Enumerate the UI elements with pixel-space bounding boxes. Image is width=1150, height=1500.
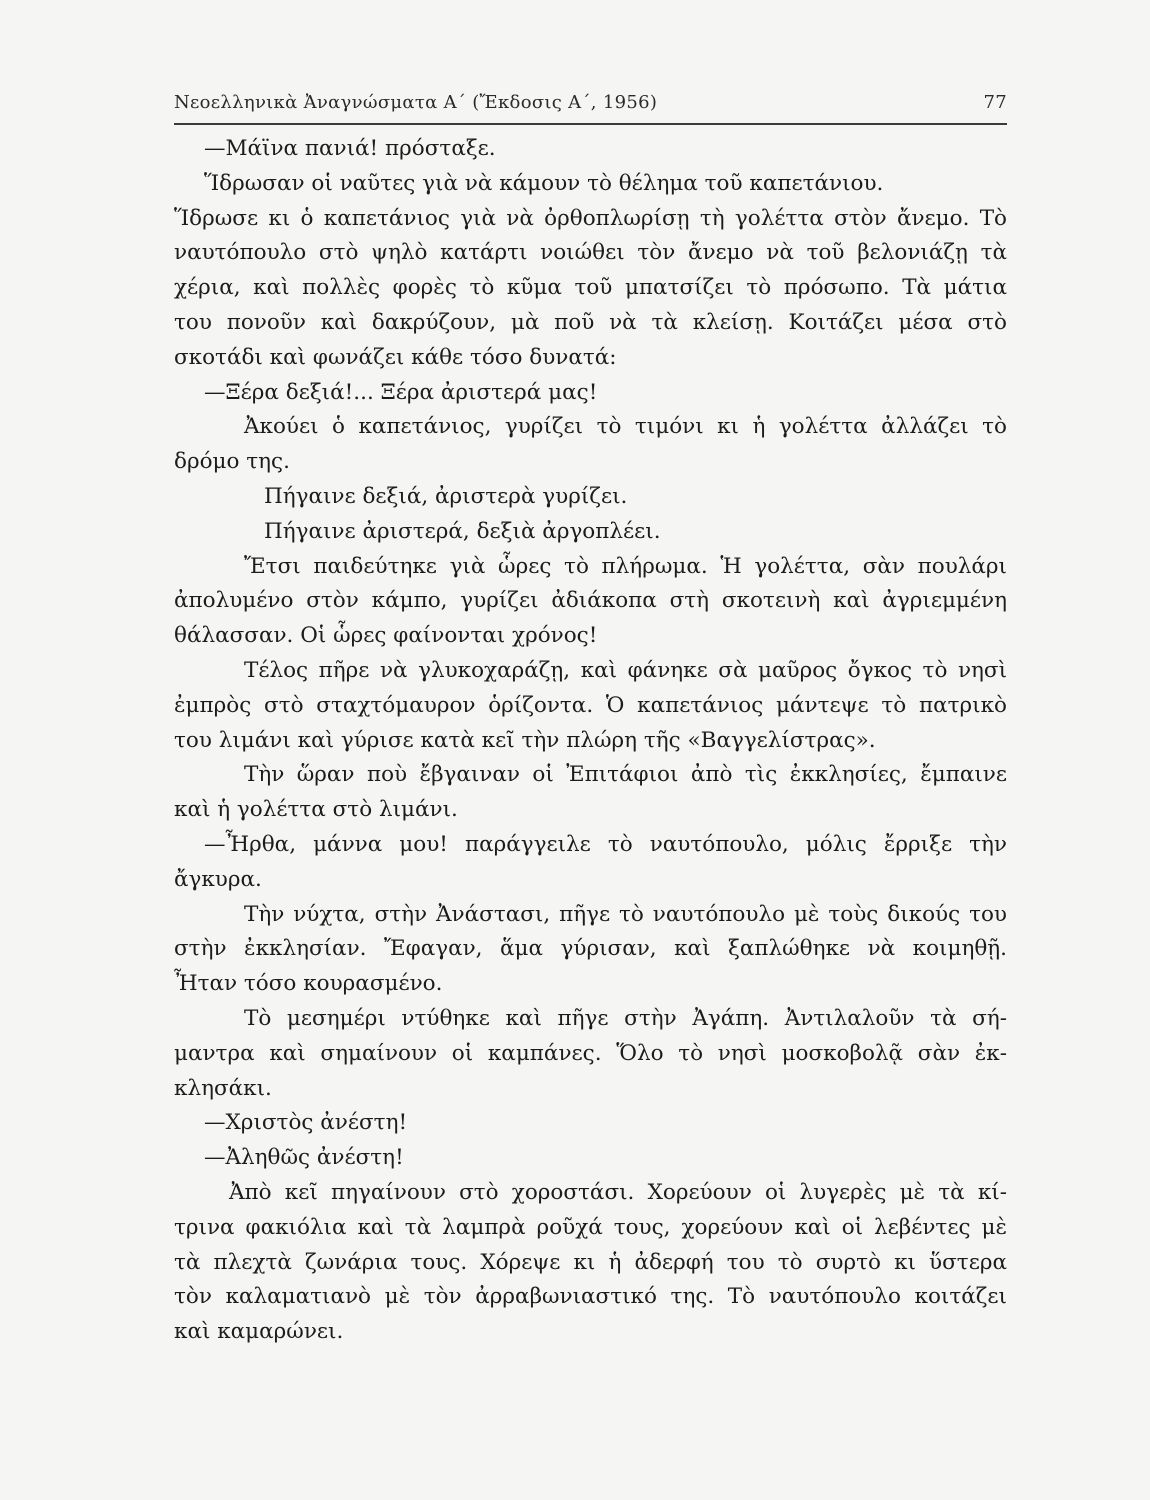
text-line: Τὴν ὥραν ποὺ ἔβγαιναν οἱ Ἐπιτάφιοι ἀπὸ τὶς ἐκκλησίες, ἔμπαινε	[244, 762, 1007, 788]
page-number: 77	[983, 92, 1007, 113]
text-line: μαντρα καὶ σημαίνουν οἱ καμπάνες. Ὅλο τὸ νησὶ μοσκοβολᾷ σὰν ἐκ-	[174, 1040, 1007, 1066]
text-line: τὰ πλεχτὰ ζωνάρια τους. Χόρεψε κι ἡ ἀδερφή του τὸ συρτὸ κι ὕστερα	[174, 1249, 1007, 1275]
text-line: τὸν καλαματιανὸ μὲ τὸν ἀρραβωνιαστικό της. Τὸ ναυτόπουλο κοιτάζει	[174, 1284, 1007, 1310]
text-line: στὴν ἐκκλησίαν. Ἔφαγαν, ἅμα γύρισαν, καὶ ξαπλώθηκε νὰ κοιμηθῇ.	[174, 936, 1007, 962]
text-line: Πήγαινε δεξιά, ἀριστερὰ γυρίζει.	[264, 483, 628, 509]
text-line: ναυτόπουλο στὸ ψηλὸ κατάρτι νοιώθει τὸν ἄνεμο νὰ τοῦ βελονιάζῃ τὰ	[174, 240, 1007, 266]
text-line: του πονοῦν καὶ δακρύζουν, μὰ ποῦ νὰ τὰ κλείσῃ. Κοιτάζει μέσα στὸ	[174, 309, 1007, 335]
text-line: ἄγκυρα.	[174, 866, 262, 892]
text-line: Τὴν νύχτα, στὴν Ἀνάστασι, πῆγε τὸ ναυτόπουλο μὲ τοὺς δικούς του	[244, 901, 1007, 927]
header-rule	[174, 123, 1007, 125]
text-line: Τὸ μεσημέρι ντύθηκε καὶ πῆγε στὴν Ἀγάπη. Ἀντιλαλοῦν τὰ σή-	[244, 1005, 1007, 1031]
text-line: χέρια, καὶ πολλὲς φορὲς τὸ κῦμα τοῦ μπατσίζει τὸ πρόσωπο. Τὰ μάτια	[174, 275, 1007, 301]
text-line: —Ἀληθῶς ἀνέστη!	[204, 1145, 404, 1171]
text-line: του λιμάνι καὶ γύρισε κατὰ κεῖ τὴν πλώρη τῆς «Βαγγελίστρας».	[174, 727, 876, 753]
text-line: ἐμπρὸς στὸ σταχτόμαυρον ὁρίζοντα. Ὁ καπετάνιος μάντεψε τὸ πατρικὸ	[174, 692, 1007, 718]
text-line: καὶ ἡ γολέττα στὸ λιμάνι.	[174, 797, 458, 823]
running-header	[174, 92, 1007, 122]
text-line: —Μάϊνα πανιά! πρόσταξε.	[204, 136, 496, 161]
text-line: δρόμο της.	[174, 449, 290, 475]
text-line: Ἀκούει ὁ καπετάνιος, γυρίζει τὸ τιμόνι κι ἡ γολέττα ἀλλάζει τὸ	[244, 414, 1007, 440]
text-line: Ἦταν τόσο κουρασμένο.	[174, 971, 443, 997]
text-line: Πήγαινε ἀριστερά, δεξιὰ ἀργοπλέει.	[264, 518, 661, 544]
text-line: Ἀπὸ κεῖ πηγαίνουν στὸ χοροστάσι. Χορεύουν οἱ λυγερὲς μὲ τὰ κί-	[229, 1179, 1007, 1205]
text-line: Τέλος πῆρε νὰ γλυκοχαράζῃ, καὶ φάνηκε σὰ μαῦρος ὄγκος τὸ νησὶ	[244, 657, 1007, 683]
text-line: θάλασσαν. Οἱ ὧρες φαίνονται χρόνος!	[174, 623, 598, 649]
text-line: Ἵδρωσαν οἱ ναῦτες γιὰ νὰ κάμουν τὸ θέλημα τοῦ καπετάνιου.	[204, 170, 884, 196]
text-line: σκοτάδι καὶ φωνάζει κάθε τόσο δυνατά:	[174, 344, 617, 370]
text-line: τρινα φακιόλια καὶ τὰ λαμπρὰ ροῦχά τους, χορεύουν καὶ οἱ λεβέντες μὲ	[174, 1214, 1007, 1240]
text-line: Ἵδρωσε κι ὁ καπετάνιος γιὰ νὰ ὀρθοπλωρίσῃ τὴ γολέττα στὸν ἄνεμο. Τὸ	[174, 205, 1007, 231]
text-line: Ἔτσι παιδεύτηκε γιὰ ὧρες τὸ πλήρωμα. Ἡ γολέττα, σὰν πουλάρι	[244, 553, 1007, 579]
text-line: ἀπολυμένο στὸν κάμπο, γυρίζει ἀδιάκοπα στὴ σκοτεινὴ καὶ ἀγριεμμένη	[174, 588, 1007, 614]
text-line: —Χριστὸς ἀνέστη!	[204, 1110, 408, 1136]
text-line: —Ἦρθα, μάννα μου! παράγγειλε τὸ ναυτόπουλο, μόλις ἔρριξε τὴν	[204, 831, 1007, 857]
text-line: καὶ καμαρώνει.	[174, 1319, 344, 1345]
story-text	[174, 132, 1007, 1350]
text-line: —Ξέρα δεξιά!... Ξέρα ἀριστερά μας!	[204, 379, 598, 405]
text-line: κλησάκι.	[174, 1075, 272, 1101]
book-title: Νεοελληνικὰ Ἀναγνώσματα Α´ (Ἔκδοσις Α´, 1956)	[174, 92, 658, 113]
